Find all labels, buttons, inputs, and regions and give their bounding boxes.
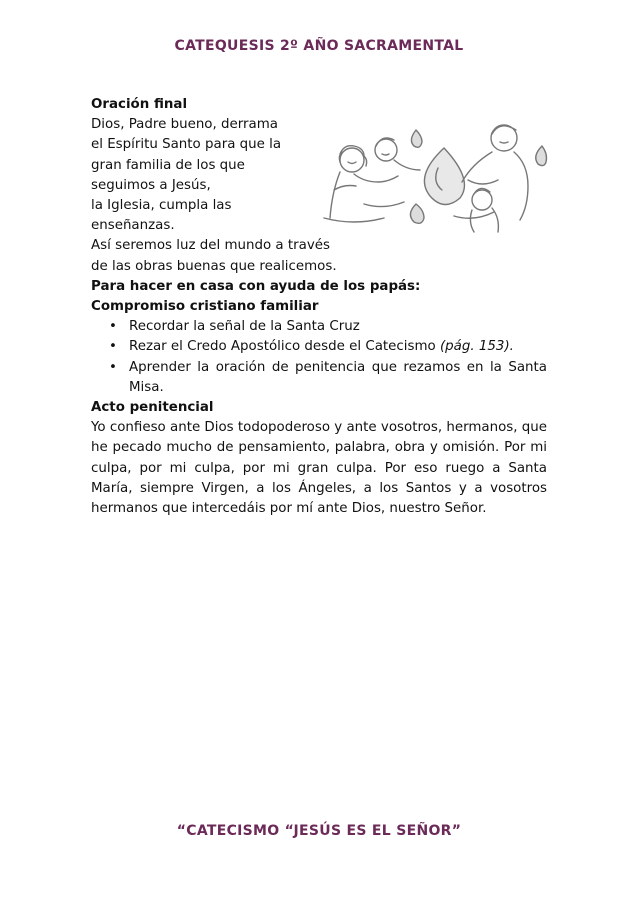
list-item-text: Recordar la señal de la Santa Cruz <box>129 319 360 335</box>
list-item <box>129 358 547 398</box>
list-item-note: (pág. 153). <box>439 339 514 355</box>
prayer-line: Así seremos luz del mundo a través <box>91 238 330 254</box>
list-item-text: Aprender la oración de penitencia que rezamos en la Santa Misa. <box>129 359 547 395</box>
prayer-line: seguimos a Jesús, <box>91 177 211 193</box>
list-item <box>129 337 547 357</box>
prayer-line: de las obras buenas que realicemos. <box>91 258 337 274</box>
prayer-line: el Espíritu Santo para que la <box>91 137 282 153</box>
page-header: CATEQUESIS 2º AÑO SACRAMENTAL <box>174 38 464 54</box>
home-section-subtitle: Compromiso cristiano familiar <box>91 299 319 315</box>
penitential-text: Yo confieso ante Dios todopoderoso y ante vosotros, hermanos, que he pecado mucho de pensamiento, palabra, obra y omisión. Por mi culpa, por mi culpa, por mi gran culpa. Por eso ruego a Santa María, siempre Virgen, a los Ángeles, a los Santos y a vosotros hermanos que intercedáis por mí ante Dios, nuestro Señor. <box>91 420 547 517</box>
home-section-title: Para hacer en casa con ayuda de los papás: <box>91 278 421 294</box>
penitential-title: Acto penitencial <box>91 400 214 416</box>
prayer-line: gran familia de los que <box>91 157 245 173</box>
prayer-line: Dios, Padre bueno, derrama <box>91 117 278 133</box>
list-item <box>129 317 547 337</box>
page-content <box>91 95 547 519</box>
prayer-title: Oración final <box>91 97 188 112</box>
list-item-text: Rezar el Credo Apostólico desde el Catecismo <box>129 339 440 355</box>
page-footer: “CATECISMO “JESÚS ES EL SEÑOR” <box>176 823 462 839</box>
prayer-line: la Iglesia, cumpla las <box>91 198 232 214</box>
prayer-line: enseñanzas. <box>91 218 175 234</box>
commitment-list <box>91 317 547 398</box>
